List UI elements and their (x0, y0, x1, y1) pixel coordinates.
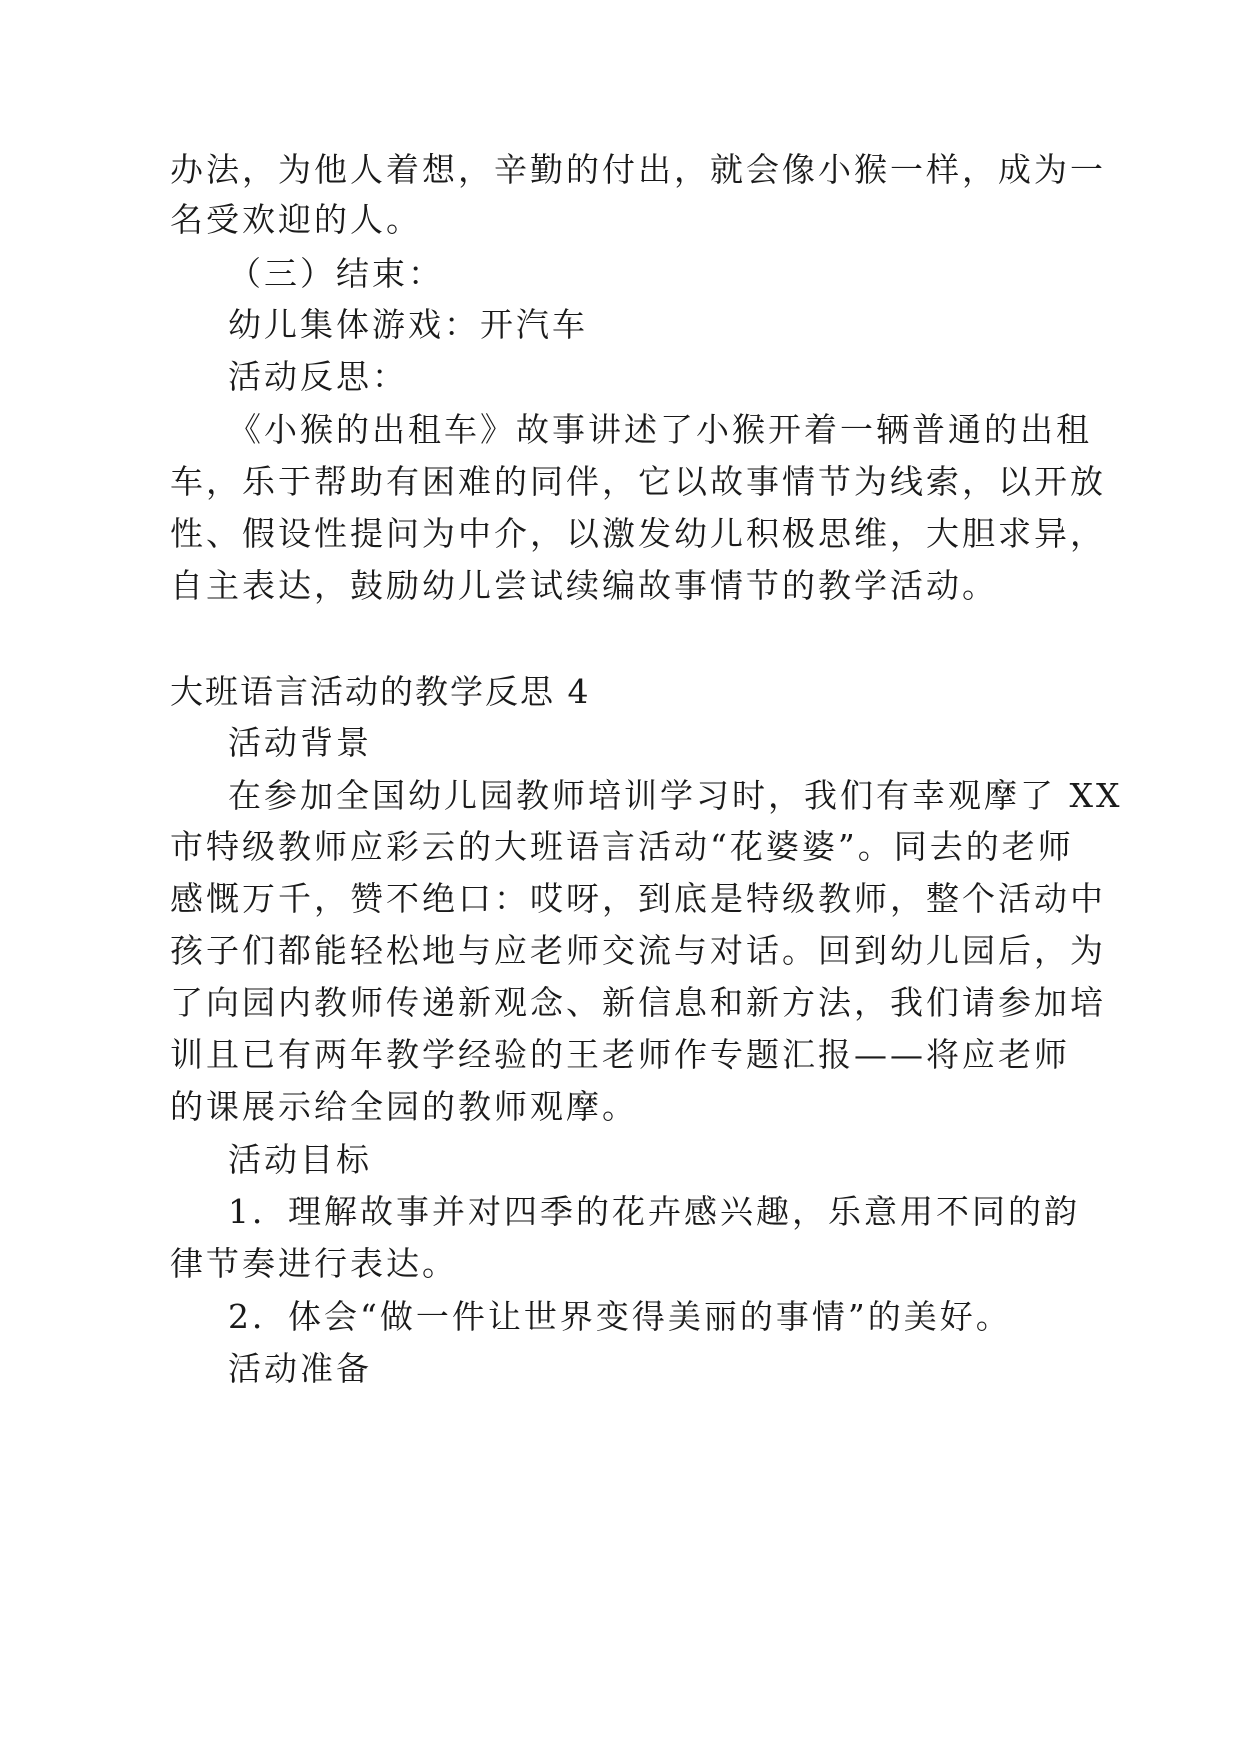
text-line: 2．体会“做一件让世界变得美丽的事情”的美好。 (228, 1297, 1012, 1336)
text-line: 车，乐于帮助有困难的同伴，它以故事情节为线索，以开放 (170, 462, 1106, 501)
text-line: 1．理解故事并对四季的花卉感兴趣，乐意用不同的韵 (228, 1192, 1080, 1231)
text-line: 感慨万千，赞不绝口：哎呀，到底是特级教师，整个活动中 (170, 879, 1106, 918)
text-line: 了向园内教师传递新观念、新信息和新方法，我们请参加培 (170, 983, 1106, 1022)
section-heading: 大班语言活动的教学反思 4 (170, 672, 591, 711)
text-line: 的课展示给全园的教师观摩。 (170, 1087, 638, 1126)
text-line: 《小猴的出租车》故事讲述了小猴开着一辆普通的出租 (228, 410, 1092, 449)
text-line: （三）结束： (228, 254, 444, 293)
text-line: 在参加全国幼儿园教师培训学习时，我们有幸观摩了 XX (228, 776, 1123, 815)
text-line: 名受欢迎的人。 (170, 200, 422, 239)
text-line: 自主表达，鼓励幼儿尝试续编故事情节的教学活动。 (170, 566, 998, 605)
text-line: 活动目标 (228, 1140, 372, 1179)
text-line: 律节奏进行表达。 (170, 1244, 458, 1283)
text-line: 孩子们都能轻松地与应老师交流与对话。回到幼儿园后，为 (170, 931, 1106, 970)
text-line: 活动准备 (228, 1349, 372, 1388)
text-line: 幼儿集体游戏：开汽车 (228, 305, 588, 344)
text-line: 活动反思： (228, 357, 408, 396)
text-line: 活动背景 (228, 723, 372, 762)
text-line: 训且已有两年教学经验的王老师作专题汇报——将应老师 (170, 1035, 1070, 1074)
text-line: 性、假设性提问为中介，以激发幼儿积极思维，大胆求异， (170, 514, 1106, 553)
text-line: 办法，为他人着想，辛勤的付出，就会像小猴一样，成为一 (170, 150, 1106, 189)
text-line: 市特级教师应彩云的大班语言活动“花婆婆”。同去的老师 (170, 827, 1074, 866)
